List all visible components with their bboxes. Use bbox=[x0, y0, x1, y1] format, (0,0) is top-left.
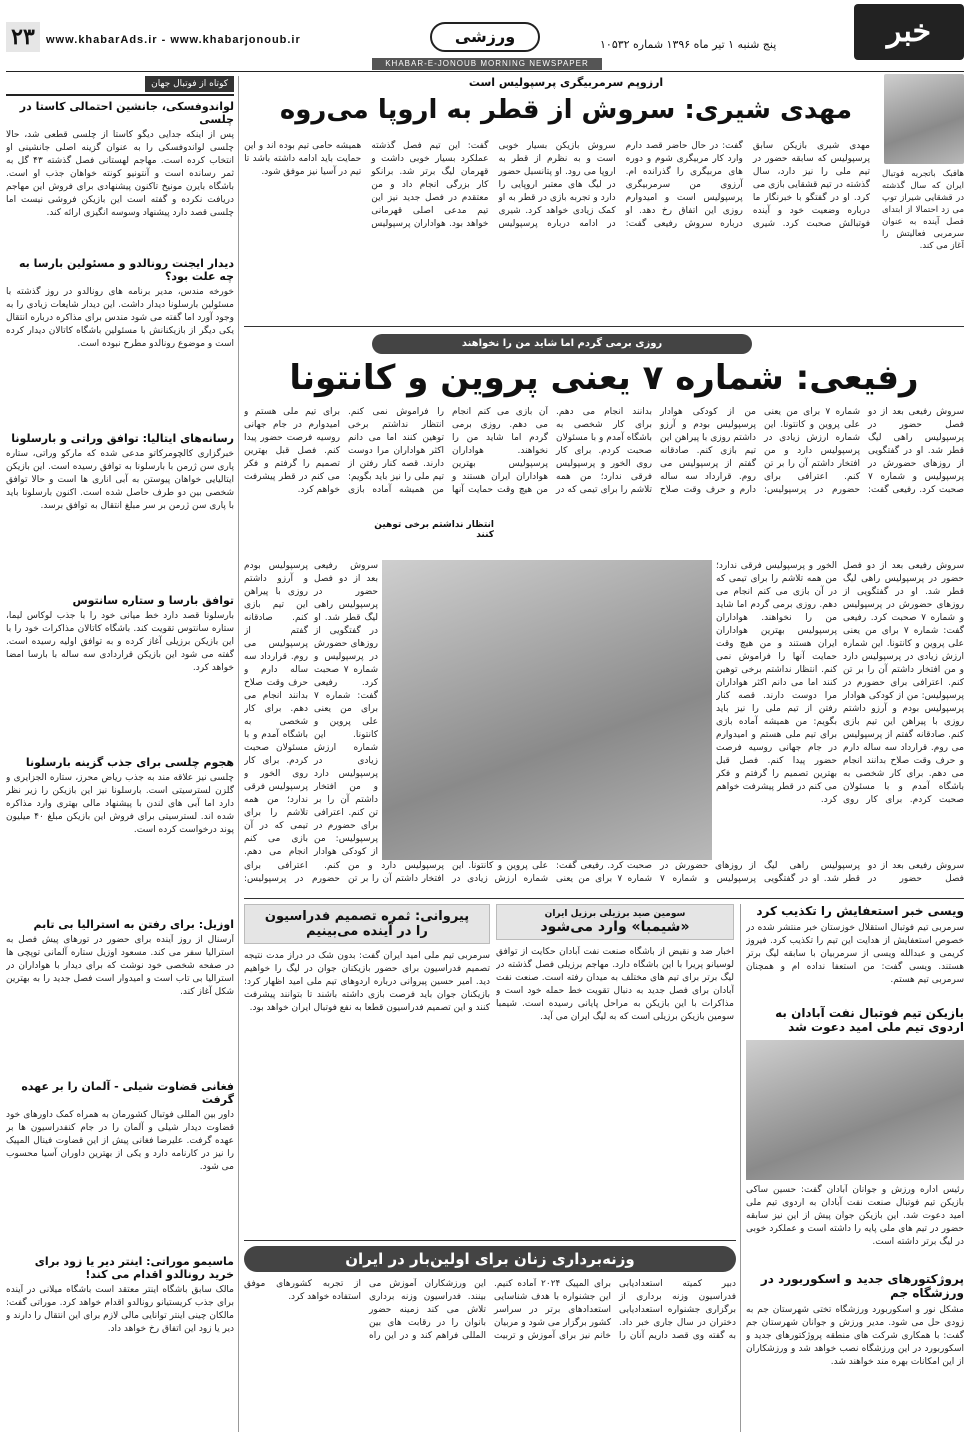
portrait-caption: هافبک باتجربه فوتبال ایران که سال گذشته در قشقایی شیراز توپ می زد احتمالا از ابتدای فصل آینده به عنوان سرمربی فعالیتش را آغاز می کند. bbox=[882, 169, 964, 251]
veysi-body: سرمربی تیم فوتبال استقلال خوزستان خبر منتشر شده در خصوص استعفایش از هدایت این تیم را تکذیب کرد. فیروز کریمی و عبدالله ویسی از سرمربیان با سابقه لیگ برتر هستند. ویسی گفت: من استعفا نداده ام و همچنان سرمربی تیم هستم. bbox=[746, 923, 964, 985]
news-title: رسانه‌های ایتالیا: توافق وراتی و بارسلونا bbox=[11, 432, 234, 445]
page-number: ۲۳ bbox=[6, 22, 40, 52]
news-body: خورخه مندس، مدیر برنامه های رونالدو در روز گذشته با مسئولین بارسلونا دیدار داشت. این دیدار شایعات زیادی را به وجود آورد اما گفته می شود مندس برای مذاکره درباره انتقال یکی دیگر از بازیکنانش با مسئولین باشگاه کاتالان دیدار کرده است و موضوع رونالدو مطرح نبوده است. bbox=[6, 287, 234, 349]
news-body: چلسی نیز علاقه مند به جذب ریاض محرز، ستاره الجزایری و گلزن لسترسیتی است. بارسلونا نیز این بازیکن را زیر نظر دارد اما آبی های لندن با پیشنهاد مالی بهتری وارد مذاکره شده اند. لسترسیتی برای فروش این بازیکن مبلغ ۴۰ میلیون پوند درخواست کرده است. bbox=[6, 773, 234, 835]
piravani-kicker: پیروانی: ثمره تصمیم فدراسیون bbox=[264, 909, 470, 924]
dateline: پنج شنبه ۱ تیر ماه ۱۳۹۶ شماره ۱۰۵۳۲ bbox=[600, 38, 777, 51]
rafiei-photo bbox=[382, 560, 712, 860]
portrait-photo bbox=[884, 74, 964, 164]
piravani-banner bbox=[244, 904, 490, 944]
column-divider bbox=[238, 76, 239, 1432]
rafiei-body-top: سروش رفیعی بعد از دو فصل حضور در پرسپولیس راهی لیگ قطر شد. او در گفتگویی از روزهای حضورش در پرسپولیس و شماره ۷ صحبت کرد. رفیعی گفت: شماره ۷ برای من یعنی علی پروین و کانتونا. این شماره ارزش زیادی در پرسپولیس دارد و من افتخار داشتم آن را بر تن کنم. اعترافی برای حضورم در پرسپولیس: من از کودکی هوادار پرسپولیس بودم و آرزو داشتم روزی با پیراهن این تیم بازی کنم. صادقانه گفتم از پرسپولیس می روم. قرارداد سه ساله دارم و حرف وقت صلاح بدانند انجام می دهم. برای کار شخصی به باشگاه آمدم و با مسئولان صحبت کردم. برای کار روی الخور و پرسپولیس فرقی ندارد؛ من همه تلاشم را برای تیمی که در آن بازی می کنم انجام می دهم. روزی برمی گردم اما شاید من را نخواهند. هواداران پرسپولیس بهترین هواداران ایران هستند و من هیچ وقت حمایت آنها را فراموش نمی کنم. انتظار نداشتم برخی توهین کنند اما می دانم اکثر هواداران مرا دوست دارند. قصه کنار رفتن از تیم ملی را نیز باید بگویم: من همیشه آماده بازی برای تیم ملی هستم و امیدوارم در جام جهانی روسیه فرصت حضور پیدا کنم. فصل قبل بهترین تصمیم را گرفتم و فکر می کنم در قطر پیشرفت خواهم کرد. bbox=[244, 407, 964, 495]
rafiei-headline: رفیعی: شماره ۷ یعنی پروین و کانتونا bbox=[289, 358, 919, 398]
news-body: بارسلونا قصد دارد خط میانی خود را با جذب لوکاس لیما، ستاره سانتوس تقویت کند. باشگاه کاتالان مذاکرات خود را با این بازیکن برزیلی آغاز کرده و به توافق اولیه رسیده است. گفته می شود این بازیکن قراردادی سه ساله با بارسا امضا خواهد کرد. bbox=[6, 611, 234, 673]
news-body: مالک سابق باشگاه اینتر معتقد است باشگاه میلانی در آینده برای جذب کریستیانو رونالدو اقدام خواهد کرد. موراتی گفت: مالکان چینی اینتر توانایی مالی لازم برای این انتقال را دارند و دیر یا زود این اتفاق رخ خواهد داد. bbox=[6, 1285, 234, 1334]
veysi-title: ویسی خبر استعفایش را تکذیب کرد bbox=[756, 904, 964, 918]
jam-title: پروژکتورهای جدید و اسکوربورد در ورزشگاه جم bbox=[760, 1272, 964, 1300]
rafiei-photo-caption: انتظار نداشتم برخی توهین کنند bbox=[374, 520, 494, 540]
section-title: ورزشی bbox=[430, 22, 540, 52]
left-column bbox=[6, 76, 234, 1432]
piravani-body: سرمربی تیم ملی امید ایران گفت: بدون شک در دراز مدت نتیجه تصمیم فدراسیون برای حضور بازیکنان جوان در لیگ را خواهیم دید. امیر حسین پیروانی درباره اردوهای تیم ملی امید اظهار کرد: بازیکنان جوان باید فرصت بازی داشته باشند تا بتوانند پیشرفت کنند و این تصمیم فدراسیون قطعا به نفع فوتبال ایران خواهد بود. bbox=[244, 951, 490, 1013]
left-column-header bbox=[6, 76, 234, 96]
saki-body: رئیس اداره ورزش و جوانان آبادان گفت: حسین ساکی بازیکن تیم فوتبال صنعت نفت آبادان به اردوی تیم ملی امید دعوت شد. این بازیکن جوان پیش از این نیز سابقه حضور در تیم های ملی پایه را داشته است و عملکرد خوبی در لیگ برتر داشته است. bbox=[746, 1185, 964, 1247]
news-title: اوزیل: برای رفتن به استرالیا بی تابم bbox=[33, 918, 234, 931]
column-divider bbox=[740, 904, 741, 1432]
top-story-headline: مهدی شیری: سروش از قطر به اروپا می‌روه bbox=[279, 95, 853, 125]
rafiei-kicker: روزی برمی گردم اما شاید من را نخواهند bbox=[372, 334, 752, 354]
divider bbox=[244, 326, 964, 327]
box-label: کوتاه از فوتبال جهان bbox=[145, 76, 234, 92]
news-body: خبرگزاری کالچومرکاتو مدعی شده که مارکو وراتی، ستاره پاری سن ژرمن با بارسلونا به توافق رسیده است. این بازیکن ایتالیایی خواهان پیوستن به آبی اناری ها است و حالا توافق شخصی بین دو طرف حاصل شده است. اکنون بارسلونا باید با پاری سن ژرمن بر سر مبلغ انتقال به توافق برسد. bbox=[6, 449, 234, 511]
bottom-body: دبیر کمیته استعدادیابی فدراسیون وزنه برداری از برگزاری جشنواره استعدادیابی دختران در سال جاری خبر داد. به گفته وی قصد داریم آنان را برای المپیک ۲۰۲۴ آماده کنیم. این جشنواره با هدف شناسایی استعدادهای برتر در سراسر کشور برگزار می شود و مربیان خانم نیز برای آموزش و تربیت این ورزشکاران آموزش می بینند. فدراسیون وزنه برداری تلاش می کند زمینه حضور بانوان را در رقابت های بین المللی فراهم کند و در این راه از تجربه کشورهای موفق استفاده خواهد کرد. bbox=[244, 1279, 736, 1341]
divider bbox=[244, 1240, 736, 1241]
saki-photo bbox=[746, 1040, 964, 1180]
top-story bbox=[244, 74, 888, 125]
news-title: دیدار ایجنت رونالدو و مسئولین بارسا به چه علت بود؟ bbox=[18, 257, 234, 283]
newspaper-logo: خبر bbox=[854, 4, 964, 60]
divider bbox=[244, 898, 964, 899]
left-items bbox=[6, 100, 234, 1422]
shimba-body: اخبار ضد و نقیض از باشگاه صنعت نفت آبادان حکایت از توافق لوسیانو پریرا با این باشگاه دارد. مهاجم برزیلی فصل گذشته در لیگ برتر برای تیم های مختلف به میدان رفته است. صنعت نفت آبادان برای فصل جدید به دنبال تقویت خط حمله خود است و مذاکرات با این بازیکن به مراحل پایانی رسیده است. شیمبا سومین بازیکن برزیلی است که به لیگ ایران می آید. bbox=[496, 947, 734, 1022]
news-body: داور بین المللی فوتبال کشورمان به همراه کمک داورهای خود قضاوت دیدار شیلی و آلمان را در جام کنفدراسیون ها بر عهده گرفت. علیرضا فغانی پیش از این قضاوت فینال المپیک را نیز در کارنامه دارد و یکی از بهترین داوران آسیا محسوب می شود. bbox=[6, 1110, 234, 1172]
jam-body: مشکل نور و اسکوربورد ورزشگاه تختی شهرستان جم به زودی حل می شود. مدیر ورزش و جوانان شهرستان جم گفت: با همکاری شرکت های منطقه پروژکتورهای جدید و اسکوربورد در این ورزشگاه نصب خواهد شد و ورزشکاران از این امکانات بهره مند خواهند شد. bbox=[746, 1305, 964, 1367]
english-strip: KHABAR-E-JONOUB MORNING NEWSPAPER bbox=[372, 58, 602, 70]
news-title: فغانی قضاوت شیلی - آلمان را بر عهده گرفت bbox=[21, 1080, 234, 1106]
header-divider bbox=[6, 71, 964, 72]
news-body: آرسنال از روز آینده برای حضور در تورهای پیش فصل به استرالیا سفر می کند. مسعود اوزیل ستاره آلمانی توپچی ها در صفحه شخصی خود نوشت که برای دیدار با هواداران در استرالیا بی تاب است و امیدوار است فصل جدید را به بهترین شکل آغاز کند. bbox=[6, 935, 234, 997]
shimba-banner bbox=[496, 904, 734, 940]
top-story-kicker: ارزوپم سرمربیگری پرسپولیس است bbox=[468, 76, 664, 89]
top-story-body: مهدی شیری بازیکن سابق پرسپولیس که سابقه حضور در تیم ملی را نیز دارد، سال گذشته در تیم قشقایی بازی می کرد. او در گفتگو با خبرنگار ما درباره وضعیت خود و آینده فوتبالش صحبت کرد. شیری گفت: در حال حاضر قصد دارم وارد کار مربیگری شوم و دوره های مربیگری را گذرانده ام. آرزوی من سرمربیگری پرسپولیس است و امیدوارم روزی این اتفاق رخ دهد. او درباره سروش رفیعی گفت: سروش بازیکن بسیار خوبی است و به نظرم از قطر به اروپا می رود. او پتانسیل حضور در لیگ های معتبر اروپایی را دارد و تجربه بازی در قطر به او کمک زیادی خواهد کرد. شیری در ادامه درباره پرسپولیس گفت: این تیم فصل گذشته عملکرد بسیار خوبی داشت و قهرمان لیگ برتر شد. برانکو کار بزرگی انجام داد و من معتقدم در فصل جدید نیز این تیم مدعی اصلی قهرمانی خواهد بود. هواداران پرسپولیس همیشه حامی تیم بوده اند و این حمایت باید ادامه داشته باشد تا تیم در آسیا نیز موفق شود. bbox=[244, 141, 870, 229]
news-title: لواندوفسکی، جانشین احتمالی کاستا در چلسی bbox=[19, 100, 234, 126]
right-lower bbox=[746, 904, 964, 1400]
news-title: توافق بارسا و ستاره سانتوس bbox=[72, 594, 234, 607]
rafiei-body-right: سروش رفیعی بعد از دو فصل حضور در پرسپولیس راهی لیگ قطر شد. او در گفتگویی از روزهای حضورش در پرسپولیس و شماره ۷ صحبت کرد. رفیعی گفت: شماره ۷ برای من یعنی علی پروین و کانتونا. این شماره ارزش زیادی در پرسپولیس دارد و من افتخار داشتم آن را بر تن کنم. اعترافی برای حضورم در پرسپولیس: من از کودکی هوادار پرسپولیس بودم و آرزو داشتم روزی با پیراهن این تیم بازی کنم. صادقانه گفتم از پرسپولیس می روم. قرارداد سه ساله دارم و حرف وقت صلاح بدانند انجام می دهم. برای کار شخصی به باشگاه آمدم و با مسئولان صحبت کردم. برای کار روی الخور و پرسپولیس فرقی ندارد؛ من همه تلاشم را برای تیمی که در آن بازی می کنم انجام می دهم. روزی برمی گردم اما شاید من را نخواهند. هواداران پرسپولیس بهترین هواداران ایران هستند و من هیچ وقت حمایت آنها را فراموش نمی کنم. انتظار نداشتم برخی توهین کنند اما می دانم اکثر هواداران مرا دوست دارند. قصه کنار رفتن از تیم ملی را نیز باید بگویم: من همیشه آماده بازی برای تیم ملی هستم و امیدوارم در جام جهانی روسیه فرصت حضور پیدا کنم. فصل قبل بهترین تصمیم را گرفتم و فکر می کنم در قطر پیشرفت خواهم کرد. bbox=[716, 561, 964, 805]
news-title: ماسیمو موراتی: اینتر دیر یا زود برای خرید رونالدو اقدام می کند! bbox=[34, 1255, 234, 1281]
rafiei-body-bottom: سروش رفیعی بعد از دو فصل حضور در پرسپولیس راهی لیگ قطر شد. او در گفتگویی از روزهای حضورش در پرسپولیس و شماره ۷ صحبت کرد. رفیعی گفت: شماره ۷ برای من یعنی علی پروین و کانتونا. این شماره ارزش زیادی در پرسپولیس دارد و من افتخار داشتم آن را بر تن کنم. اعترافی برای حضورم در پرسپولیس: bbox=[244, 861, 964, 884]
rafiei-body-left: سروش رفیعی بعد از دو فصل حضور در پرسپولیس راهی لیگ قطر شد. او در گفتگویی از روزهای حضورش در پرسپولیس و شماره ۷ صحبت کرد. رفیعی گفت: شماره ۷ برای من یعنی علی پروین و کانتونا. این شماره ارزش زیادی در پرسپولیس دارد و من افتخار داشتم آن را بر تن کنم. اعترافی برای حضورم در پرسپولیس: من از کودکی هوادار پرسپولیس بودم و آرزو داشتم روزی با پیراهن این تیم بازی کنم. صادقانه گفتم از پرسپولیس می روم. قرارداد سه ساله دارم و حرف وقت صلاح بدانند انجام می دهم. برای کار شخصی به باشگاه آمدم و با مسئولان صحبت کردم. برای کار روی الخور و پرسپولیس فرقی ندارد؛ من همه تلاشم را برای تیمی که در آن بازی می کنم انجام می دهم. bbox=[244, 561, 378, 857]
piravani-article bbox=[244, 904, 490, 1234]
news-body: پس از اینکه جدایی دیگو کاستا از چلسی قطعی شد، حالا چلسی لواندوفسکی را به عنوان گزینه اصلی جانشینی او انتخاب کرده است. مهاجم لهستانی فصل گذشته ۴۳ گل به ثمر رسانده است و آنتونیو کونته خواهان جذب او است. باشگاه بایرن مونیخ تاکنون پیشنهادی برای فروش این مهاجم دریافت نکرده و گفته است این بازیکن فروشی نیست اما چلسی قصد دارد پیشنهاد وسوسه انگیزی ارائه کند. bbox=[6, 130, 234, 218]
news-title: هجوم چلسی برای جذب گزینه بارسلونا bbox=[25, 756, 234, 769]
saki-title: بازیکن تیم فوتبال نفت آبادان به اردوی تیم ملی امید دعوت شد bbox=[775, 1006, 964, 1034]
shimba-title: «شیمبا» وارد می‌شود bbox=[540, 919, 690, 935]
shimba-article bbox=[496, 904, 734, 1234]
bottom-headline: وزنه‌برداری زنان برای اولین‌بار در ایران bbox=[244, 1246, 736, 1272]
piravani-title: را در آینده می‌بینیم bbox=[306, 924, 428, 939]
masthead bbox=[0, 0, 970, 68]
shimba-kicker: سومین صید برزیلی برزیل ایران bbox=[544, 909, 686, 919]
websites[interactable]: www.khabarAds.ir - www.khabarjonoub.ir bbox=[46, 34, 301, 46]
